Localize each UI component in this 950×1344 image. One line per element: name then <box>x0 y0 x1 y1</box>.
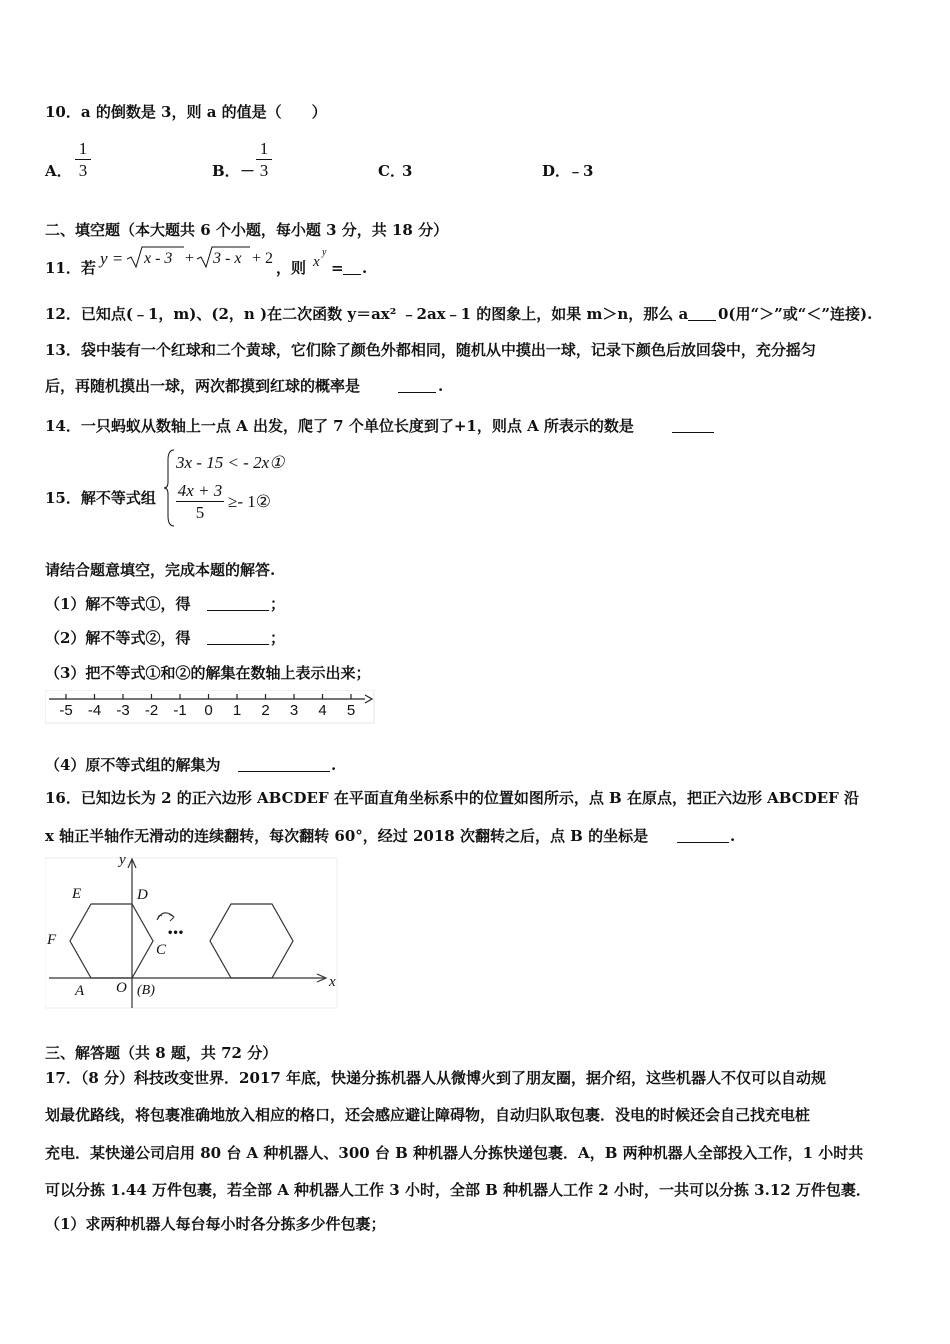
q12-tail: 0(用“＞”或“＜”连接). <box>718 305 873 323</box>
q15-part2-blank <box>207 629 269 645</box>
q15-ineq2-tail: ≥- 1② <box>228 492 271 511</box>
q13-line2-end: . <box>438 377 444 395</box>
q16-blank <box>677 827 729 843</box>
q17-line3: 充电．某快递公司启用 80 台 A 种机器人、300 台 B 种机器人分拣快递包裹．A，B 两种机器人全部投入工作，1 小时共 <box>45 1144 864 1162</box>
q15-instruction: 请结合题意填空，完成本题的解答. <box>45 561 276 579</box>
q17-part1: （1）求两种机器人每台每小时各分拣多少件包裹； <box>45 1215 386 1233</box>
q11-blank <box>343 259 361 275</box>
q15-part3: （3）把不等式①和②的解集在数轴上表示出来； <box>45 664 371 682</box>
number-line-tick-label: 3 <box>289 702 299 719</box>
q15-label: 15．解不等式组 <box>45 489 156 507</box>
q15-brace <box>162 448 176 528</box>
q10-option-b-sign: － <box>240 162 256 180</box>
fig-label-a: A <box>75 983 85 999</box>
hexagon-abcdef <box>70 904 153 978</box>
q11-power-base: x <box>313 254 320 270</box>
number-line-tick-label: 0 <box>204 702 213 719</box>
fig-label-e: E <box>72 886 82 902</box>
rotation-arrow-icon <box>157 913 173 920</box>
q16-line2: x 轴正半轴作无滑动的连续翻转，每次翻转 60°，经过 2018 次翻转之后，点 B 的坐标是 <box>45 827 649 845</box>
q11-plus: + <box>185 250 195 267</box>
q10-option-b-label: B． <box>212 162 240 180</box>
section2-title: 二、填空题（本大题共 6 个小题，每小题 3 分，共 18 分） <box>45 221 449 239</box>
hexagon-rolled <box>210 904 293 978</box>
q17-line2: 划最优路线，将包裹准确地放入相应的格口，还会感应避让障碍物，自动归队取包裹．没电的时候还会自己找充电桩 <box>45 1106 811 1124</box>
q13-line1: 13．袋中装有一个红球和二个黄球，它们除了颜色外都相同，随机从中摸出一球，记录下颜色后放回袋中，充分摇匀 <box>45 341 816 359</box>
q10-option-c-value: 3 <box>402 162 413 180</box>
q17-line4: 可以分拣 1.44 万件包裹，若全部 A 种机器人工作 3 小时，全部 B 种机器人工作 2 小时，一共可以分拣 3.12 万件包裹． <box>45 1181 871 1199</box>
q15-ineq1: 3x - 15 < - 2x① <box>176 453 285 472</box>
section3-title: 三、解答题（共 8 题，共 72 分） <box>45 1044 278 1062</box>
q10-option-b-fraction: 1 3 <box>256 139 272 180</box>
number-line-tick-label: -2 <box>144 702 159 719</box>
q15-part4-period: . <box>331 756 337 774</box>
q14-blank <box>672 417 714 433</box>
q15-part4-blank <box>238 756 330 772</box>
q10-option-a-fraction: 1 3 <box>75 139 91 180</box>
fig-label-b: (B) <box>137 983 155 998</box>
number-line-tick-label: 2 <box>261 702 270 719</box>
q10-stem: 10．a 的倒数是 3，则 a 的值是（ ） <box>45 103 327 121</box>
q11-sqrt1: x - 3 <box>144 250 173 267</box>
number-line-tick-label: 4 <box>318 702 327 719</box>
q15-part1-blank <box>207 595 269 611</box>
fig-ellipsis: ••• <box>167 928 184 939</box>
fig-label-c: C <box>156 942 167 958</box>
fig-label-f: F <box>47 932 57 948</box>
q12-blank <box>688 305 716 321</box>
hexagon-figure <box>45 852 345 1012</box>
q12-text: 12．已知点(﹣1，m)、(2，n )在二次函数 y＝ax² ﹣2ax﹣1 的图象上，如果 m＞n，那么 a <box>45 305 689 323</box>
number-line-tick-label: 1 <box>232 702 242 719</box>
q11-sqrt2: 3 - x <box>213 250 242 267</box>
number-line <box>45 690 375 724</box>
q10-option-d-label: D． <box>542 162 571 180</box>
q17-line1: 17．（8 分）科技改变世界．2017 年底，快递分拣机器人从微博火到了朋友圈，据介绍，这些机器人不仅可以自动规 <box>45 1069 827 1087</box>
q15-part2-semicolon: ； <box>270 629 286 647</box>
q11-end-dot: . <box>362 259 368 277</box>
q15-part2: （2）解不等式②，得 <box>45 629 191 647</box>
q11-prefix: 11．若 <box>45 259 96 277</box>
fig-label-x: x <box>329 974 336 990</box>
number-line-tick-label: 5 <box>346 702 356 719</box>
q13-line2: 后，再随机摸出一球，两次都摸到红球的概率是 <box>45 377 361 395</box>
number-line-tick-label: -4 <box>87 702 102 719</box>
fig-label-y: y <box>119 852 126 868</box>
q10-option-c-label: C． <box>378 162 405 180</box>
number-line-tick-label: -5 <box>59 702 73 719</box>
q16-line2-end: . <box>730 827 736 845</box>
q11-plus2: + 2 <box>252 250 274 267</box>
q14-text: 14．一只蚂蚁从数轴上一点 A 出发，爬了 7 个单位长度到了+1，则点 A 所表示的数是 <box>45 417 634 435</box>
q13-blank <box>398 377 436 393</box>
q10-option-d-value: ﹣3 <box>568 162 594 180</box>
q16-line1: 16．已知边长为 2 的正六边形 ABCDEF 在平面直角坐标系中的位置如图所示，点 B 在原点，把正六边形 ABCDEF 沿 <box>45 789 860 807</box>
q15-part1-semicolon: ； <box>270 595 286 613</box>
fig-label-d: D <box>137 887 148 903</box>
fig-label-o: O <box>116 980 127 996</box>
q11-expr-y: y = <box>100 249 124 268</box>
q15-ineq2-fraction: 4x + 3 5 <box>177 481 223 522</box>
q11-power-exp: y <box>322 247 327 258</box>
number-line-tick-label: -3 <box>116 702 130 719</box>
q15-part4: （4）原不等式组的解集为 <box>45 756 221 774</box>
q11-mid: ，则 <box>276 259 307 277</box>
q15-part1: （1）解不等式①，得 <box>45 595 191 613</box>
number-line-tick-label: -1 <box>173 702 187 719</box>
q10-option-a-label: A． <box>45 162 72 180</box>
q11-equals: = <box>331 259 344 277</box>
